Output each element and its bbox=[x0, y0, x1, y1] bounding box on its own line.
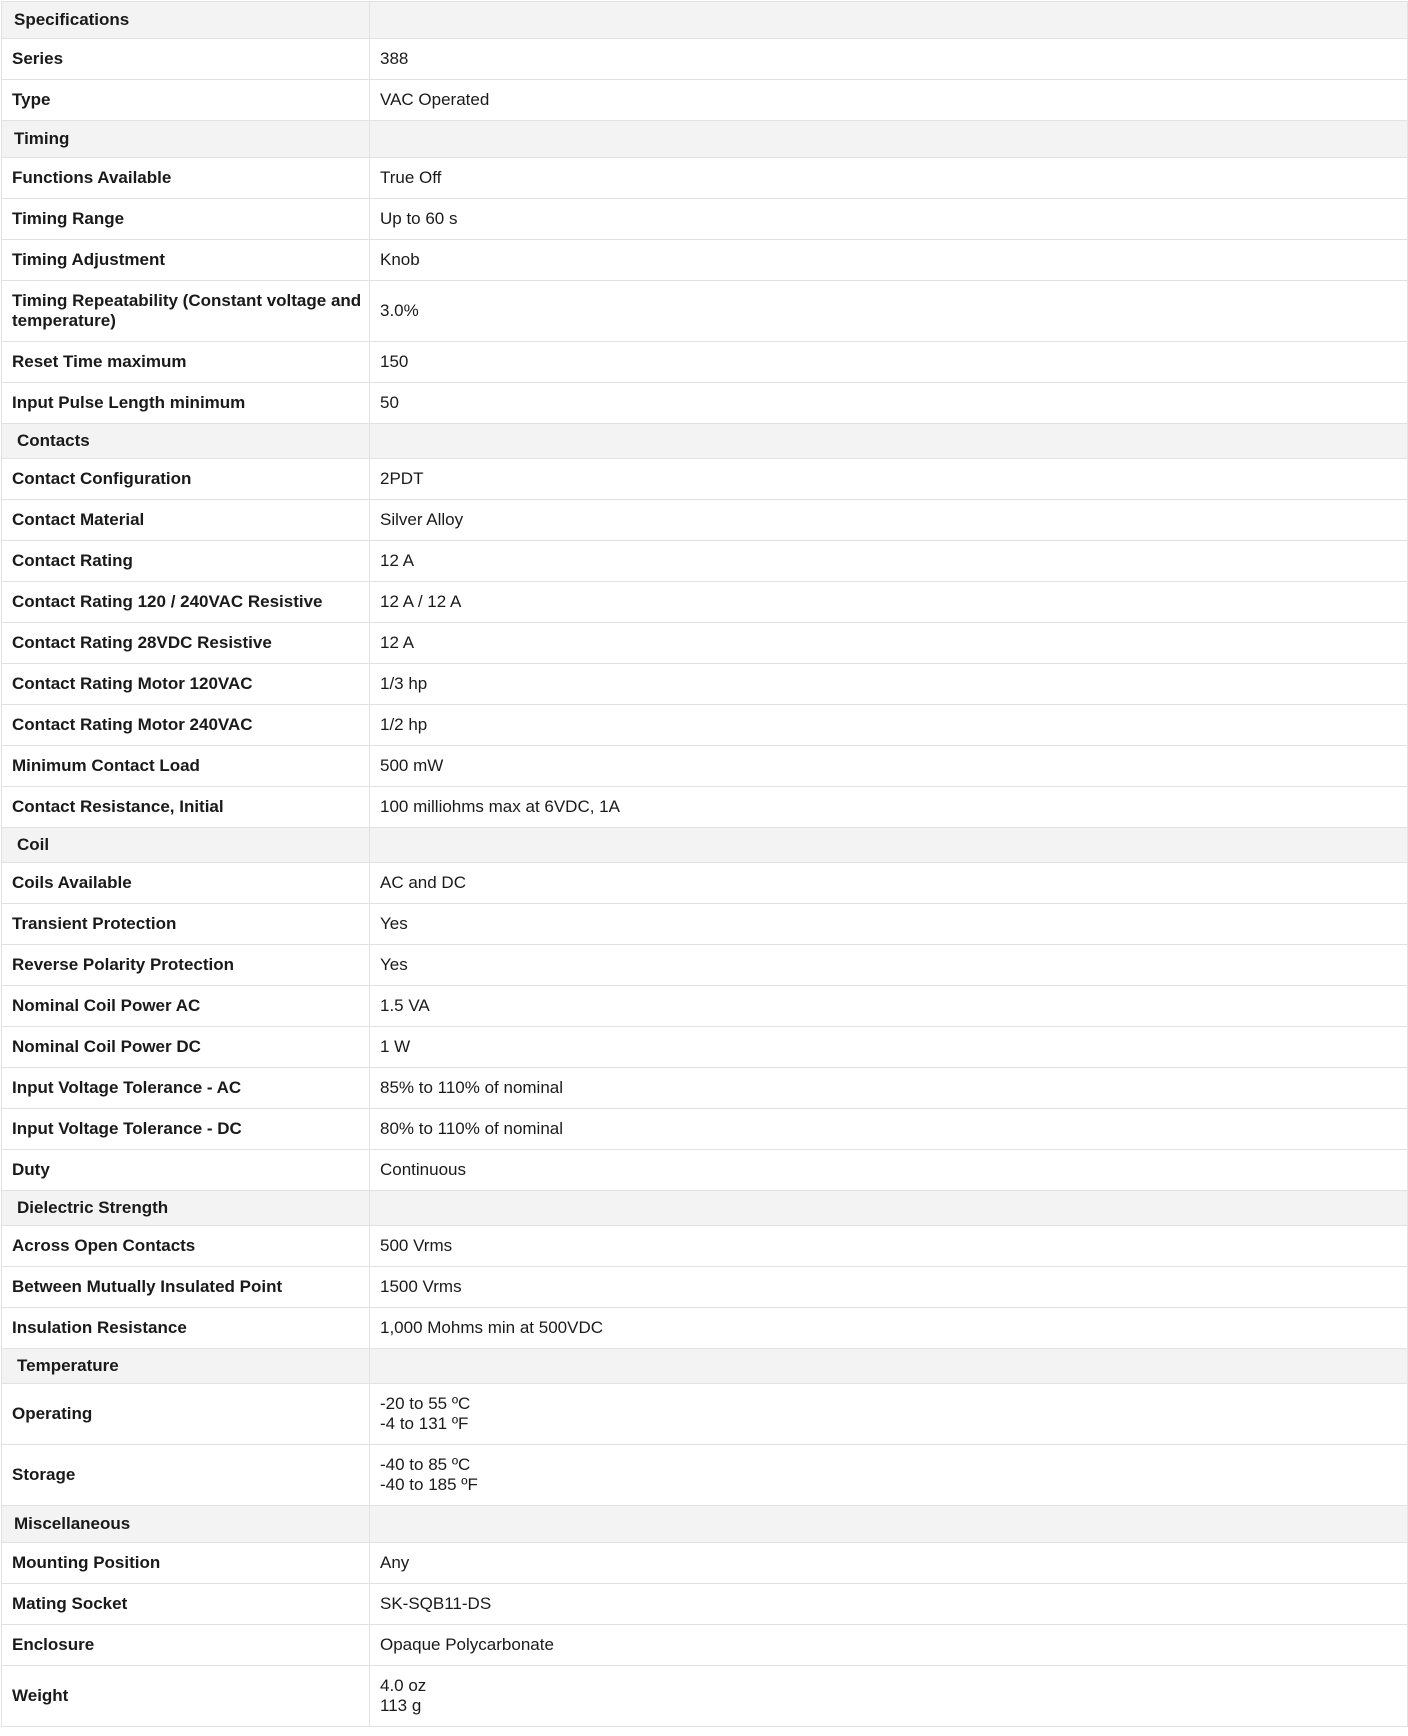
spec-row-contact-configuration bbox=[2, 459, 1408, 500]
spec-value: 500 Vrms bbox=[370, 1226, 1408, 1267]
spec-row-across-open-contacts bbox=[2, 1226, 1408, 1267]
spec-label: Coils Available bbox=[2, 863, 370, 904]
spec-value: 85% to 110% of nominal bbox=[370, 1068, 1408, 1109]
section-header-blank bbox=[370, 424, 1408, 459]
section-header-blank bbox=[370, 1349, 1408, 1384]
spec-label: Mating Socket bbox=[2, 1584, 370, 1625]
section-title: Miscellaneous bbox=[2, 1506, 370, 1543]
spec-row-insulation-resistance bbox=[2, 1308, 1408, 1349]
spec-value: 1.5 VA bbox=[370, 986, 1408, 1027]
spec-label: Timing Adjustment bbox=[2, 240, 370, 281]
spec-value: Opaque Polycarbonate bbox=[370, 1625, 1408, 1666]
spec-row-duty bbox=[2, 1150, 1408, 1191]
spec-value: 12 A / 12 A bbox=[370, 582, 1408, 623]
spec-row-reverse-polarity-protection bbox=[2, 945, 1408, 986]
section-title: Dielectric Strength bbox=[2, 1191, 370, 1226]
spec-row-transient-protection bbox=[2, 904, 1408, 945]
specifications-table-body bbox=[2, 2, 1408, 1727]
spec-value: AC and DC bbox=[370, 863, 1408, 904]
spec-row-contact-rating-28vdc-resistive bbox=[2, 623, 1408, 664]
spec-label: Contact Rating 28VDC Resistive bbox=[2, 623, 370, 664]
spec-value: SK-SQB11-DS bbox=[370, 1584, 1408, 1625]
spec-value: Continuous bbox=[370, 1150, 1408, 1191]
spec-row-contact-material bbox=[2, 500, 1408, 541]
spec-label: Contact Resistance, Initial bbox=[2, 787, 370, 828]
section-title: Contacts bbox=[2, 424, 370, 459]
spec-row-enclosure bbox=[2, 1625, 1408, 1666]
spec-row-between-mutually-insulated-point bbox=[2, 1267, 1408, 1308]
spec-row-type bbox=[2, 80, 1408, 121]
spec-label: Timing Repeatability (Constant voltage and temperature) bbox=[2, 281, 370, 342]
spec-label: Insulation Resistance bbox=[2, 1308, 370, 1349]
spec-row-timing-repeatability-constant-voltage-and-temperature bbox=[2, 281, 1408, 342]
section-header-miscellaneous bbox=[2, 1506, 1408, 1543]
spec-value: 1500 Vrms bbox=[370, 1267, 1408, 1308]
spec-value: -20 to 55 ºC -4 to 131 ºF bbox=[370, 1384, 1408, 1445]
spec-label: Input Pulse Length minimum bbox=[2, 383, 370, 424]
spec-row-timing-adjustment bbox=[2, 240, 1408, 281]
spec-row-nominal-coil-power-ac bbox=[2, 986, 1408, 1027]
spec-label: Contact Material bbox=[2, 500, 370, 541]
spec-value: Any bbox=[370, 1543, 1408, 1584]
spec-row-timing-range bbox=[2, 199, 1408, 240]
section-title: Timing bbox=[2, 121, 370, 158]
spec-value: 4.0 oz 113 g bbox=[370, 1666, 1408, 1727]
spec-row-mounting-position bbox=[2, 1543, 1408, 1584]
section-header-specifications bbox=[2, 2, 1408, 39]
spec-value: Knob bbox=[370, 240, 1408, 281]
spec-label: Minimum Contact Load bbox=[2, 746, 370, 787]
spec-label: Functions Available bbox=[2, 158, 370, 199]
spec-label: Reset Time maximum bbox=[2, 342, 370, 383]
spec-row-mating-socket bbox=[2, 1584, 1408, 1625]
spec-value: 1/2 hp bbox=[370, 705, 1408, 746]
specifications-table bbox=[1, 1, 1408, 1727]
spec-label: Input Voltage Tolerance - DC bbox=[2, 1109, 370, 1150]
spec-value: 3.0% bbox=[370, 281, 1408, 342]
section-title: Specifications bbox=[2, 2, 370, 39]
spec-label: Enclosure bbox=[2, 1625, 370, 1666]
spec-row-contact-resistance-initial bbox=[2, 787, 1408, 828]
spec-label: Weight bbox=[2, 1666, 370, 1727]
spec-label: Duty bbox=[2, 1150, 370, 1191]
section-title: Coil bbox=[2, 828, 370, 863]
section-header-blank bbox=[370, 828, 1408, 863]
spec-row-weight bbox=[2, 1666, 1408, 1727]
spec-label: Series bbox=[2, 39, 370, 80]
spec-value: 12 A bbox=[370, 623, 1408, 664]
spec-value: 2PDT bbox=[370, 459, 1408, 500]
section-header-blank bbox=[370, 1191, 1408, 1226]
spec-value: Yes bbox=[370, 904, 1408, 945]
spec-value: True Off bbox=[370, 158, 1408, 199]
spec-value: 12 A bbox=[370, 541, 1408, 582]
spec-row-input-voltage-tolerance-dc bbox=[2, 1109, 1408, 1150]
spec-row-operating bbox=[2, 1384, 1408, 1445]
spec-label: Nominal Coil Power AC bbox=[2, 986, 370, 1027]
section-header-timing bbox=[2, 121, 1408, 158]
spec-row-storage bbox=[2, 1445, 1408, 1506]
spec-value: 1 W bbox=[370, 1027, 1408, 1068]
spec-row-contact-rating-120-240vac-resistive bbox=[2, 582, 1408, 623]
section-header-coil bbox=[2, 828, 1408, 863]
spec-label: Timing Range bbox=[2, 199, 370, 240]
spec-value: 80% to 110% of nominal bbox=[370, 1109, 1408, 1150]
spec-row-input-voltage-tolerance-ac bbox=[2, 1068, 1408, 1109]
section-header-blank bbox=[370, 121, 1408, 158]
section-header-blank bbox=[370, 1506, 1408, 1543]
spec-value: VAC Operated bbox=[370, 80, 1408, 121]
spec-row-coils-available bbox=[2, 863, 1408, 904]
spec-row-series bbox=[2, 39, 1408, 80]
spec-value: Silver Alloy bbox=[370, 500, 1408, 541]
spec-label: Contact Configuration bbox=[2, 459, 370, 500]
spec-label: Reverse Polarity Protection bbox=[2, 945, 370, 986]
spec-row-contact-rating bbox=[2, 541, 1408, 582]
spec-label: Operating bbox=[2, 1384, 370, 1445]
section-header-temperature bbox=[2, 1349, 1408, 1384]
spec-label: Contact Rating bbox=[2, 541, 370, 582]
spec-value: Yes bbox=[370, 945, 1408, 986]
spec-label: Nominal Coil Power DC bbox=[2, 1027, 370, 1068]
spec-row-minimum-contact-load bbox=[2, 746, 1408, 787]
section-title: Temperature bbox=[2, 1349, 370, 1384]
spec-label: Mounting Position bbox=[2, 1543, 370, 1584]
spec-row-input-pulse-length-minimum bbox=[2, 383, 1408, 424]
spec-label: Input Voltage Tolerance - AC bbox=[2, 1068, 370, 1109]
spec-label: Type bbox=[2, 80, 370, 121]
spec-value: 1,000 Mohms min at 500VDC bbox=[370, 1308, 1408, 1349]
spec-label: Contact Rating Motor 240VAC bbox=[2, 705, 370, 746]
spec-value: 1/3 hp bbox=[370, 664, 1408, 705]
spec-value: 100 milliohms max at 6VDC, 1A bbox=[370, 787, 1408, 828]
spec-label: Storage bbox=[2, 1445, 370, 1506]
spec-label: Transient Protection bbox=[2, 904, 370, 945]
spec-row-reset-time-maximum bbox=[2, 342, 1408, 383]
spec-row-nominal-coil-power-dc bbox=[2, 1027, 1408, 1068]
spec-row-contact-rating-motor-120vac bbox=[2, 664, 1408, 705]
spec-label: Between Mutually Insulated Point bbox=[2, 1267, 370, 1308]
spec-label: Contact Rating 120 / 240VAC Resistive bbox=[2, 582, 370, 623]
spec-value: 50 bbox=[370, 383, 1408, 424]
spec-value: 500 mW bbox=[370, 746, 1408, 787]
spec-label: Contact Rating Motor 120VAC bbox=[2, 664, 370, 705]
section-header-contacts bbox=[2, 424, 1408, 459]
spec-value: 150 bbox=[370, 342, 1408, 383]
section-header-blank bbox=[370, 2, 1408, 39]
section-header-dielectric-strength bbox=[2, 1191, 1408, 1226]
spec-value: Up to 60 s bbox=[370, 199, 1408, 240]
spec-value: 388 bbox=[370, 39, 1408, 80]
spec-label: Across Open Contacts bbox=[2, 1226, 370, 1267]
spec-value: -40 to 85 ºC -40 to 185 ºF bbox=[370, 1445, 1408, 1506]
spec-row-contact-rating-motor-240vac bbox=[2, 705, 1408, 746]
spec-row-functions-available bbox=[2, 158, 1408, 199]
